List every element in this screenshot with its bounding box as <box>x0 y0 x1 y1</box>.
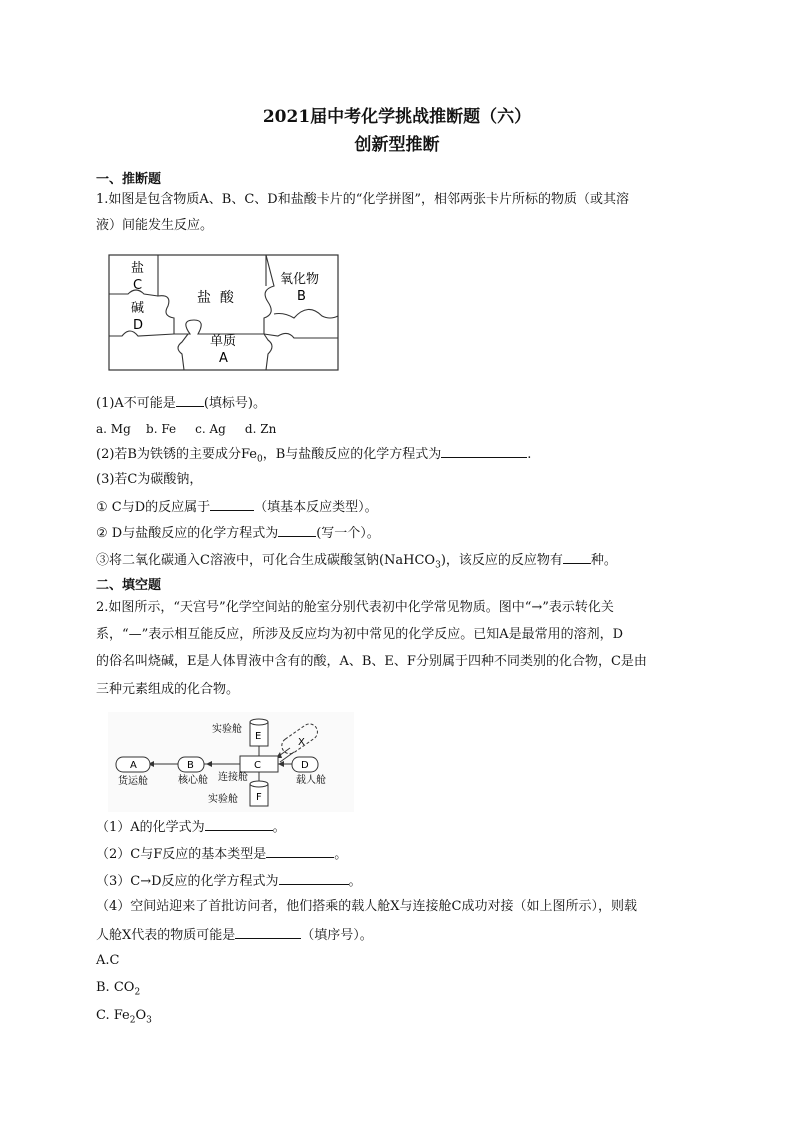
q2-part4-line2 <box>96 924 373 946</box>
q2-stem-line2: 系，“—”表示相互能反应，所涉及反应均为初中常见的化学反应。已知A是最常用的溶剂，D <box>96 627 624 642</box>
q1-sub3b-end: (写一个）。 <box>316 526 380 541</box>
q2-part3-end: 。 <box>348 874 362 889</box>
q1-sub1-end: (填标号)。 <box>203 396 266 411</box>
q1-sub2-formula-sub: 0 <box>256 454 263 465</box>
q2-part3-blank[interactable] <box>279 870 349 885</box>
q2-stem-line3: 的俗名叫烧碱，E是人体胃液中含有的酸，A、B、E、F分别属于四种不同类别的化合物，C是由 <box>96 654 647 669</box>
station-lab-bottom: 实验舱 <box>208 794 238 805</box>
station-lab-top: 实验舱 <box>212 724 242 735</box>
station-crew: 载人舱 <box>296 775 326 786</box>
q1-sub1 <box>96 392 266 414</box>
page-subtitle: 创新型推断 <box>354 135 440 155</box>
station-x: X <box>298 737 305 748</box>
puzzle-label-c: C <box>133 278 143 293</box>
q2-part4-blank[interactable] <box>235 924 301 939</box>
station-f: F <box>256 792 262 803</box>
q1-stem-line1: 1.如图是包含物质A、B、C、D和盐酸卡片的“化学拼图”，相邻两张卡片所标的物质（或其溶 <box>96 192 630 207</box>
station-d: D <box>301 760 309 771</box>
q1-sub3a <box>96 496 378 518</box>
station-link: 连接舱 <box>218 772 248 783</box>
q2-part1-text: （1）A的化学式为 <box>96 820 205 835</box>
q1-options: a. Mg b. Fe c. Ag d. Zn <box>96 422 277 436</box>
q2-option-b <box>96 978 140 1003</box>
puzzle-label-base: 碱 <box>131 301 145 316</box>
station-cargo: 货运舱 <box>118 776 148 787</box>
station-a: A <box>130 760 137 771</box>
q2-part3 <box>96 870 362 892</box>
q2-stem-line4: 三种元素组成的化合物。 <box>96 682 240 697</box>
q1-stem-line2: 液）间能发生反应。 <box>96 218 214 233</box>
q2-part1-blank[interactable] <box>205 816 273 831</box>
chemistry-puzzle-figure <box>108 254 340 372</box>
q1-sub2-text2: ，B与盐酸反应的化学方程式为 <box>262 447 442 462</box>
q2-option-c <box>96 1006 152 1031</box>
q1-sub3b-text: ② D与盐酸反应的化学方程式为 <box>96 526 279 541</box>
puzzle-label-hcl: 盐 酸 <box>197 290 234 306</box>
q1-sub3: (3)若C为碳酸钠， <box>96 472 203 487</box>
q2-stem-line1: 2.如图所示，“天宫号”化学空间站的舱室分别代表初中化学常见物质。图中“→”表示转化关 <box>96 600 614 615</box>
q1-sub2: (2)若B为铁锈的主要成分$Fe_0$，B与盐酸反应的化学方程式为 . <box>96 443 531 470</box>
q1-sub1-blank[interactable] <box>176 392 204 407</box>
q1-sub3c: ③将二氧化碳通入C溶液中，可化合生成碳酸氢钠(NaHCO$_3$)，该反应的反应物有 种。 <box>96 549 617 576</box>
q2-part2-text: （2）C与F反应的基本类型是 <box>96 847 267 862</box>
q2-option-c-sub1: 2 <box>129 1015 136 1026</box>
station-c: C <box>254 760 261 771</box>
q2-part2-blank[interactable] <box>266 843 334 858</box>
q2-part2 <box>96 843 347 865</box>
puzzle-label-oxide: 氧化物 <box>280 272 320 287</box>
page-title: 2021届中考化学挑战推断题（六） <box>262 107 532 127</box>
q1-sub2-text: (2)若B为铁锈的主要成分Fe <box>96 447 257 462</box>
q1-sub3a-end: （填基本反应类型）。 <box>254 500 378 515</box>
q2-option-a: A.C <box>96 953 120 968</box>
q2-part4-end: （填序号）。 <box>301 928 373 943</box>
station-core: 核心舱 <box>178 775 208 786</box>
q2-part3-text: （3）C→D反应的化学方程式为 <box>96 874 279 889</box>
q2-part1 <box>96 816 286 838</box>
puzzle-label-element: 单质 <box>210 334 237 349</box>
q1-sub3c-end: 种。 <box>590 553 617 568</box>
station-b: B <box>187 760 194 771</box>
q2-part4-line1: （4）空间站迎来了首批访问者，他们搭乘的载人舱X与连接舱C成功对接（如上图所示），则载 <box>96 899 637 914</box>
q1-sub1-text: (1)A不可能是 <box>96 396 176 411</box>
q1-sub3c-text: ③将二氧化碳通入C溶液中，可化合生成碳酸氢钠(NaHCO <box>96 553 436 568</box>
section1-heading: 一、推断题 <box>96 172 162 187</box>
q2-part4-text: 人舱X代表的物质可能是 <box>96 928 236 943</box>
q1-sub3b <box>96 522 380 544</box>
q2-option-c-sub2: 3 <box>146 1015 152 1026</box>
q2-part2-end: 。 <box>334 847 348 862</box>
q1-sub3a-blank[interactable] <box>210 496 254 511</box>
q1-sub2-blank[interactable] <box>441 443 527 458</box>
q1-sub3c-text2: )，该反应的反应物有 <box>440 553 563 568</box>
puzzle-label-a: A <box>219 351 228 366</box>
q2-option-c-mid: O <box>135 1008 147 1023</box>
puzzle-label-d: D <box>133 318 144 333</box>
puzzle-label-salt: 盐 <box>131 261 145 276</box>
q1-sub3c-blank[interactable] <box>563 549 591 564</box>
q1-sub3b-blank[interactable] <box>278 522 316 537</box>
q2-option-c-text: C. Fe <box>96 1008 130 1023</box>
q2-option-b-sub: 2 <box>134 987 141 998</box>
space-station-figure <box>108 712 354 812</box>
station-e: E <box>255 731 262 742</box>
puzzle-label-b: B <box>297 289 306 304</box>
q2-part1-end: 。 <box>272 820 286 835</box>
q2-option-b-text: B. CO <box>96 980 135 995</box>
section2-heading: 二、填空题 <box>96 578 162 593</box>
q1-sub3a-text: ① C与D的反应属于 <box>96 500 211 515</box>
